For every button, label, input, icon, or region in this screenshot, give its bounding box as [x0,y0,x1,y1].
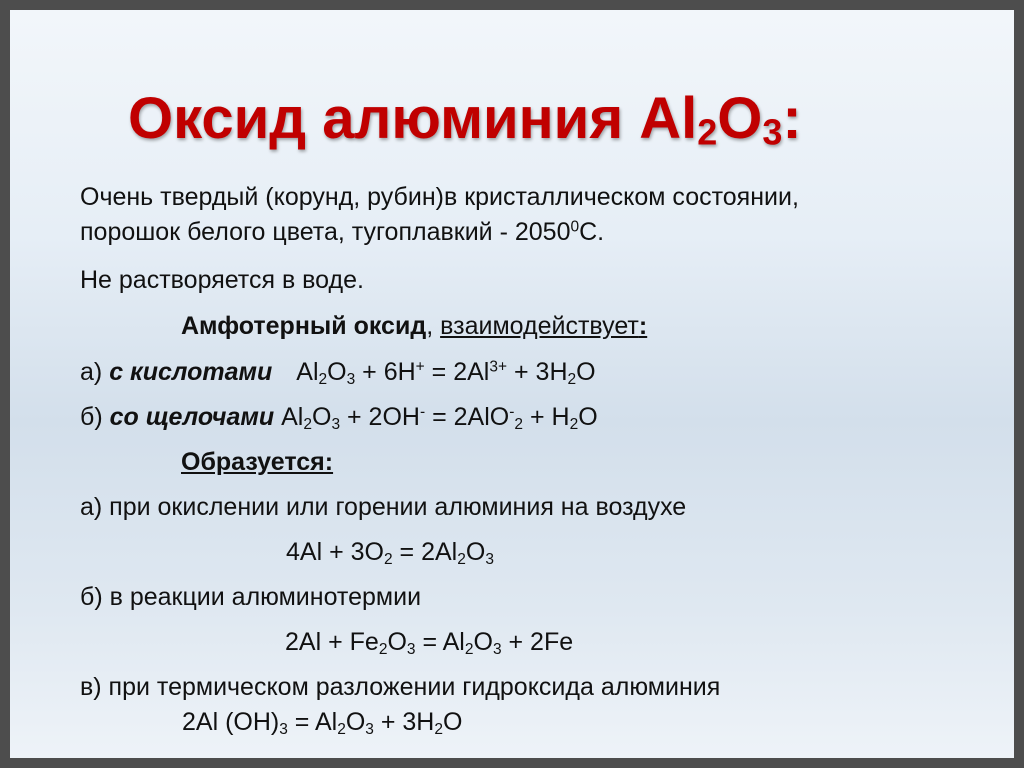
oxidation-line: а) при окислении или горении алюминия на воздухе [80,493,687,521]
decomposition-equation: 2Al $(OH)_3 = Al_2O_3 + 3H_2O$ [182,708,463,738]
formed-heading: Образуется: [181,448,334,476]
hardness-line: Очень твердый (корунд, рубин)в кристаллическом состоянии, [80,183,799,211]
acid-reaction: а) с кислотами $Al_2O_3 + 6H^+ = 2Al^{3+} + 3H_2O$ [80,358,596,388]
aluminothermy-equation: $2Al + Fe_2O_3 = Al_2O_3 + 2Fe$ [285,628,574,658]
slide [10,10,1014,758]
slide-title: Оксид алюминия $Al_2O_3$: [128,86,802,153]
powder-line: порошок белого цвета, тугоплавкий - 2050$^0$C. [80,218,605,246]
decomposition-line: в) при термическом разложении гидроксида алюминия [80,673,721,701]
combustion-equation: $4Al + 3O_2 = 2Al_2O_3$ [286,538,494,568]
alkali-reaction: б) со щелочами $Al_2O_3 + 2OH^- = 2AlO^-_2 + H_2O$ [80,403,598,433]
amphoteric-heading: Амфотерный оксид, взаимодействует: [181,312,648,340]
aluminothermy-line: б) в реакции алюминотермии [80,583,422,611]
solubility-line: Не растворяется в воде. [80,266,364,294]
